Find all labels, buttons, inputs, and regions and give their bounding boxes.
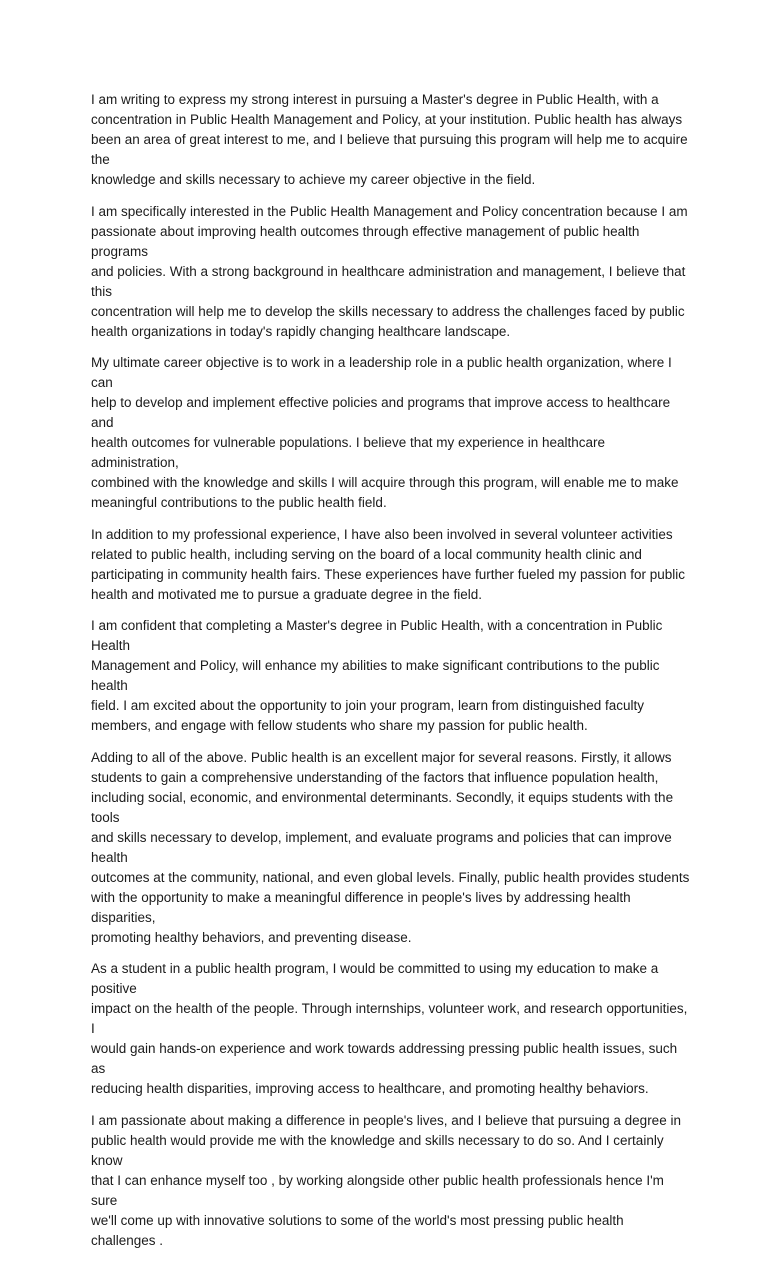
paragraph-1: I am writing to express my strong interest in pursuing a Master's degree in Public Health, with a concentration in Public Health Management and Policy, at your institution. Public health has always been an area of great interest to me, and I believe that pursuing this program will help me to acquire the knowledge and skills necessary to achieve my career objective in the field.	[91, 92, 688, 187]
paragraph-2: I am specifically interested in the Public Health Management and Policy concentration because I am passionate about improving health outcomes through effective management of public health programs and policies. With a strong background in healthcare administration and management, I believe that this concentration will help me to develop the skills necessary to address the challenges faced by public health organizations in today's rapidly changing healthcare landscape.	[91, 203, 688, 339]
paragraph-7: As a student in a public health program, I would be committed to using my education to make a positive impact on the health of the people. Through internships, volunteer work, and research opportunities, I would gain hands-on experience and work towards addressing pressing public health issues, such as reducing health disparities, improving access to healthcare, and promoting healthy behaviors.	[91, 961, 688, 1096]
document-body	[91, 90, 691, 1262]
paragraph-4: In addition to my professional experience, I have also been involved in several volunteer activities related to public health, including serving on the board of a local community health clinic and participating in community health fairs. These experiences have further fueled my passion for public health and motivated me to pursue a graduate degree in the field.	[91, 526, 686, 602]
paragraph-5: I am confident that completing a Master's degree in Public Health, with a concentration in Public Health Management and Policy, will enhance my abilities to make significant contributions to the public health field. I am excited about the opportunity to join your program, learn from distinguished faculty members, and engage with fellow students who share my passion for public health.	[91, 618, 663, 733]
paragraph-6: Adding to all of the above. Public health is an excellent major for several reasons. Firstly, it allows students to gain a comprehensive understanding of the factors that influence population health, including social, economic, and environmental determinants. Secondly, it equips students with the tools and skills necessary to develop, implement, and evaluate programs and policies that can improve health outcomes at the community, national, and even global levels. Finally, public health provides students with the opportunity to make a meaningful difference in people's lives by addressing health disparities, promoting healthy behaviors, and preventing disease.	[91, 749, 690, 945]
paragraph-3: My ultimate career objective is to work in a leadership role in a public health organization, where I can help to develop and implement effective policies and programs that improve access to healthcare and health outcomes for vulnerable populations. I believe that my experience in healthcare administration, combined with the knowledge and skills I will acquire through this program, will enable me to make meaningful contributions to the public health field.	[91, 355, 679, 510]
paragraph-8: I am passionate about making a difference in people's lives, and I believe that pursuing a degree in public health would provide me with the knowledge and skills necessary to do so. And I certainly know that I can enhance myself too , by working alongside other public health professionals hence I'm sure we'll come up with innovative solutions to some of the world's most pressing public health challenges .	[91, 1112, 681, 1248]
